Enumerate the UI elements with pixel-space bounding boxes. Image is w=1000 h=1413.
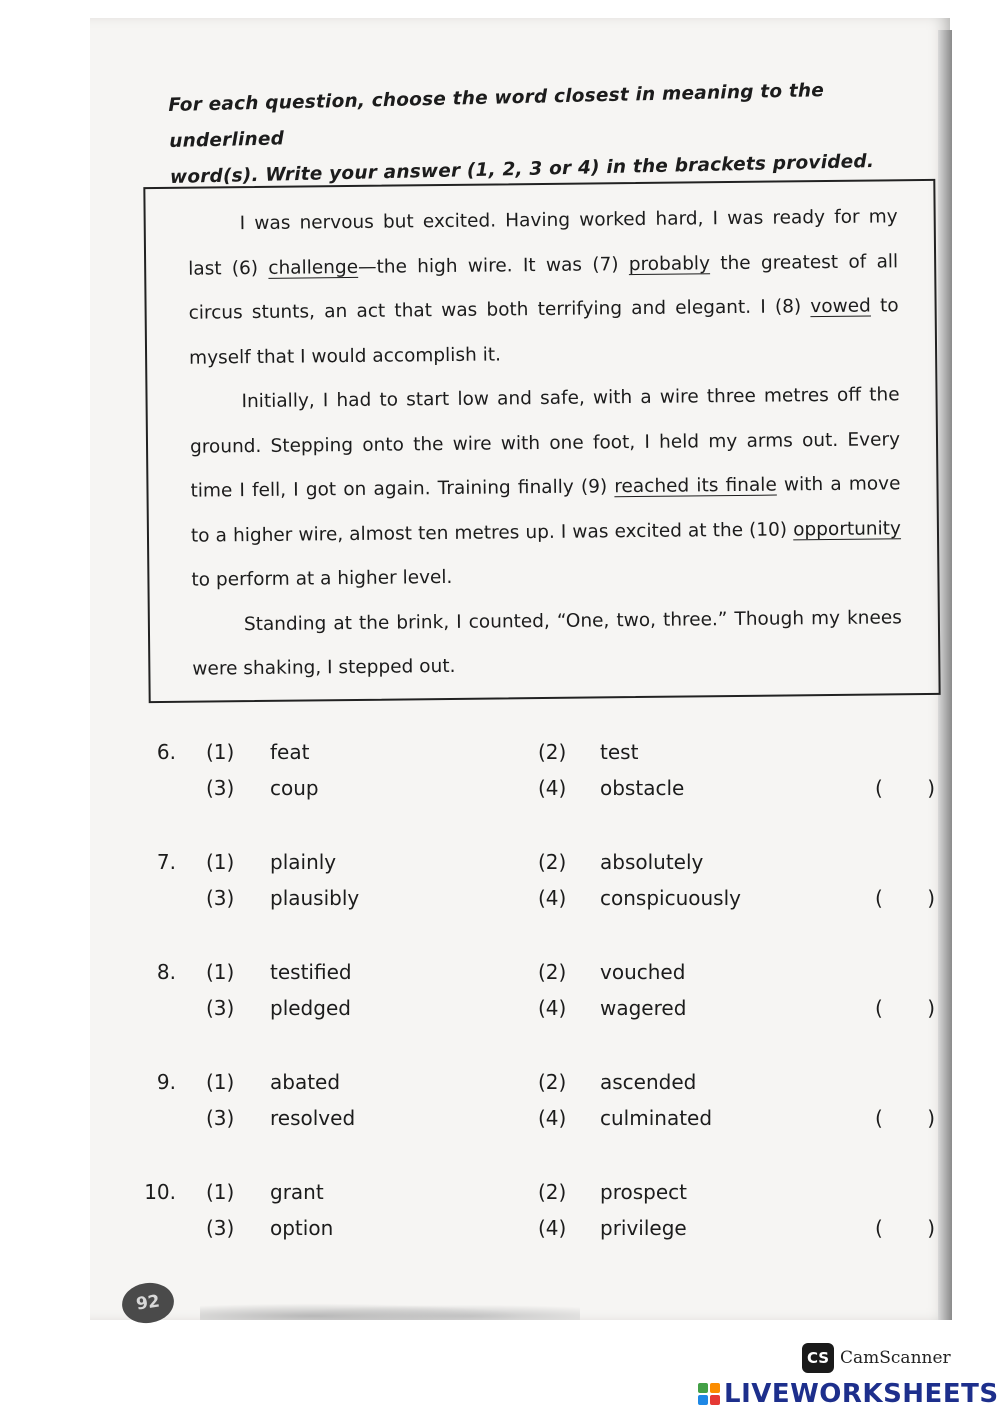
answer-bracket[interactable] — [875, 996, 935, 1020]
question-row — [120, 1070, 940, 1106]
option-word: grant — [270, 1180, 324, 1204]
option-number: (3) — [206, 886, 235, 910]
option-word: plausibly — [270, 886, 360, 910]
option-number: (4) — [538, 776, 567, 800]
underlined-word-6: challenge — [268, 256, 359, 279]
option-number: (4) — [538, 1106, 567, 1130]
passage-text: I was nervous but excited. Having worked hard, I was ready for my last (6) — [188, 206, 898, 280]
option-number: (2) — [538, 960, 567, 984]
questions-list — [120, 740, 940, 1290]
instructions — [168, 71, 940, 196]
option-number: (1) — [206, 740, 235, 764]
bracket-close: ) — [927, 1106, 935, 1130]
liveworksheets-logo — [698, 1378, 999, 1410]
question-number: 7. — [156, 850, 176, 874]
option-number: (1) — [206, 960, 235, 984]
logo-square — [698, 1395, 708, 1405]
passage-text: with a move to a higher wire, almost ten metres up. I was excited at the (10) — [190, 473, 901, 547]
underlined-phrase-9: reached its finale — [614, 474, 777, 498]
option-word: culminated — [600, 1106, 713, 1130]
option-number: (2) — [538, 1070, 567, 1094]
option-number: (1) — [206, 1180, 235, 1204]
instructions-line-1: For each question, choose the word closest in meaning to the underlined — [168, 80, 825, 152]
option-word: resolved — [270, 1106, 356, 1130]
option-number: (2) — [538, 740, 567, 764]
passage — [187, 195, 902, 692]
logo-square — [710, 1395, 720, 1405]
bracket-close: ) — [927, 776, 935, 800]
bracket-open: ( — [875, 996, 883, 1020]
question-row — [120, 850, 940, 886]
passage-box — [143, 179, 940, 703]
passage-text: —the high wire. It was (7) — [357, 253, 629, 278]
answer-bracket[interactable] — [875, 886, 935, 910]
option-word: prospect — [600, 1180, 687, 1204]
answer-bracket[interactable] — [875, 1216, 935, 1240]
option-number: (3) — [206, 996, 235, 1020]
bracket-open: ( — [875, 776, 883, 800]
question-row — [120, 960, 940, 996]
option-word: ascended — [600, 1070, 697, 1094]
option-number: (4) — [538, 886, 567, 910]
passage-text: Initially, I had to start low and safe, with a wire three metres off the ground. Stepping onto the wire with one foot, I held my arms out. Every time I fell, I got on again. Training finally (9) — [189, 384, 901, 502]
underlined-word-7: probably — [628, 252, 711, 275]
option-number: (4) — [538, 1216, 567, 1240]
logo-square — [698, 1383, 708, 1393]
option-word: obstacle — [600, 776, 685, 800]
passage-text: the greatest of all circus stunts, an act that was both terrifying and elegant. I (8) — [188, 250, 899, 324]
logo-square — [710, 1383, 720, 1393]
question-row — [120, 1106, 940, 1142]
underlined-word-10: opportunity — [793, 517, 902, 540]
question-row — [120, 776, 940, 812]
option-number: (3) — [206, 776, 235, 800]
question-number: 6. — [156, 740, 176, 764]
option-word: absolutely — [600, 850, 704, 874]
option-word: vouched — [600, 960, 686, 984]
option-word: abated — [270, 1070, 341, 1094]
camscanner-watermark — [802, 1342, 951, 1374]
option-number: (1) — [206, 850, 235, 874]
question-number: 8. — [156, 960, 176, 984]
option-number: (3) — [206, 1216, 235, 1240]
option-number: (2) — [538, 850, 567, 874]
question-number: 10. — [144, 1180, 176, 1204]
option-word: privilege — [600, 1216, 687, 1240]
question-row — [120, 740, 940, 776]
question-7 — [120, 850, 940, 960]
liveworksheets-name: LIVEWORKSHEETS — [724, 1379, 999, 1409]
question-9 — [120, 1070, 940, 1180]
bracket-open: ( — [875, 1216, 883, 1240]
liveworksheets-icon — [698, 1383, 720, 1405]
option-word: plainly — [270, 850, 337, 874]
bracket-open: ( — [875, 886, 883, 910]
option-word: conspicuously — [600, 886, 741, 910]
question-row — [120, 886, 940, 922]
passage-text: to perform at a higher level. — [191, 566, 453, 591]
option-number: (3) — [206, 1106, 235, 1130]
bracket-close: ) — [927, 996, 935, 1020]
answer-bracket[interactable] — [875, 776, 935, 800]
instructions-line-2: word(s). Write your answer (1, 2, 3 or 4) in the brackets provided. — [169, 151, 875, 188]
bracket-close: ) — [927, 886, 935, 910]
option-word: coup — [270, 776, 319, 800]
question-10 — [120, 1180, 940, 1290]
passage-paragraph-3: Standing at the brink, I counted, “One, two, three.” Though my knees were shaking, I stepped out. — [192, 606, 902, 680]
footer-decoration — [200, 1300, 580, 1320]
option-word: feat — [270, 740, 310, 764]
question-8 — [120, 960, 940, 1070]
page-number-badge: 92 — [119, 1280, 176, 1327]
underlined-word-8: vowed — [810, 295, 871, 318]
option-word: option — [270, 1216, 334, 1240]
bracket-close: ) — [927, 1216, 935, 1240]
question-number: 9. — [156, 1070, 176, 1094]
option-number: (1) — [206, 1070, 235, 1094]
question-row — [120, 996, 940, 1032]
option-word: wagered — [600, 996, 687, 1020]
question-row — [120, 1216, 940, 1252]
camscanner-name: CamScanner — [840, 1348, 951, 1368]
option-word: test — [600, 740, 639, 764]
passage-paragraph-1 — [187, 195, 899, 380]
passage-paragraph-2 — [189, 373, 901, 603]
bracket-open: ( — [875, 1106, 883, 1130]
question-6 — [120, 740, 940, 850]
option-number: (4) — [538, 996, 567, 1020]
option-word: testified — [270, 960, 352, 984]
option-word: pledged — [270, 996, 351, 1020]
answer-bracket[interactable] — [875, 1106, 935, 1130]
question-row — [120, 1180, 940, 1216]
camscanner-logo: CS — [802, 1343, 834, 1373]
option-number: (2) — [538, 1180, 567, 1204]
passage-text: to myself that I would accomplish it. — [188, 295, 899, 369]
